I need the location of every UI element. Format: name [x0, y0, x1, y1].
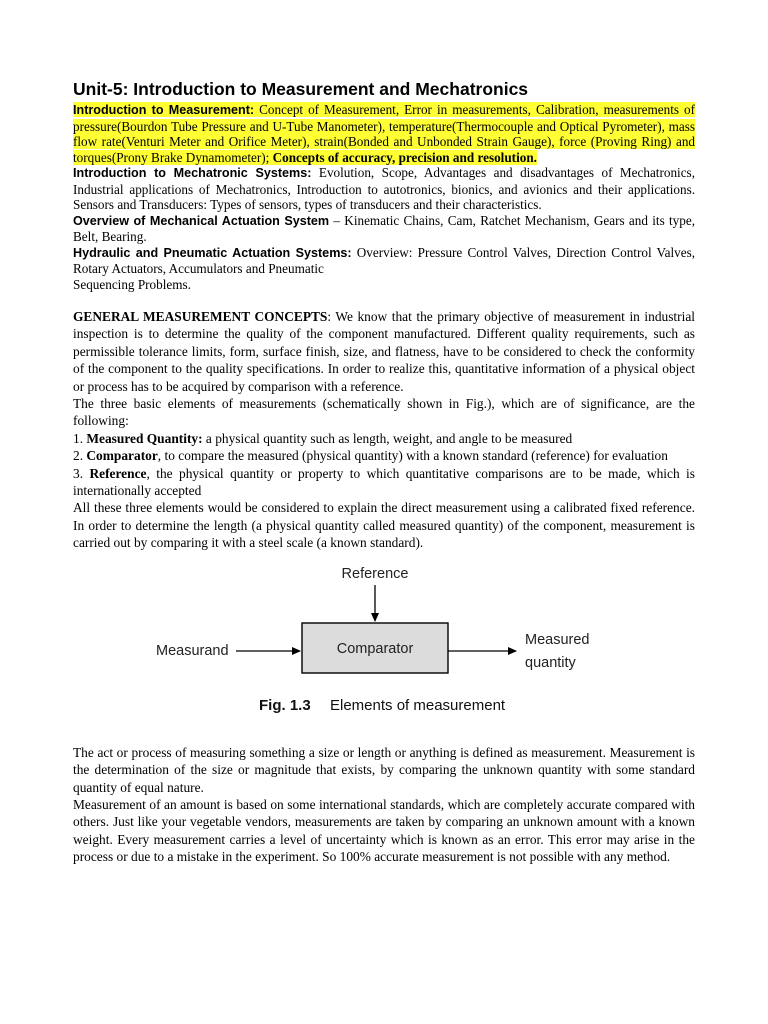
syllabus-hydraulic-heading: Hydraulic and Pneumatic Actuation Systems:: [73, 245, 352, 260]
figure-caption-number: Fig. 1.3: [259, 696, 311, 714]
item-number: 2.: [73, 448, 87, 464]
general-heading: GENERAL MEASUREMENT CONCEPTS: [73, 309, 328, 324]
general-para-3: All these three elements would be considered to explain the direct measurement using a calibrated fixed reference. In order to determine the length (a physical quantity called measured quantity) of the component, measurement is carried out by comparing it with a steel scale (a known standard).: [73, 500, 695, 551]
syllabus-measurement-tail: Concepts of accuracy, precision and resolution.: [272, 149, 537, 165]
item-number: 3.: [73, 465, 90, 481]
syllabus-hydraulic: [73, 245, 695, 277]
syllabus-block: [73, 102, 695, 292]
element-item-2: [73, 447, 695, 464]
comparator-label: Comparator: [336, 640, 414, 657]
syllabus-mechanical: [73, 213, 695, 245]
document-page: [73, 78, 695, 866]
item-term: Comparator: [86, 448, 158, 464]
general-para-1: [73, 308, 695, 395]
measurand-label: Measurand: [156, 642, 229, 659]
syllabus-mechanical-heading: Overview of Mechanical Actuation System: [73, 213, 330, 228]
after-para-1: The act or process of measuring something a size or length or anything is defined as measurement. Measurement is the determination of the size or magnitude that exists, by comparing the unknown quantity with some standard quantity of equal nature.: [73, 744, 695, 795]
syllabus-hydraulic-text: Overview: Pressure Control Valves, Direction Control Valves, Rotary Actuators, Accumulators and Pneumatic: [73, 244, 695, 276]
item-term: Measured Quantity:: [86, 430, 203, 446]
syllabus-mechatronics-heading: Introduction to Mechatronic Systems:: [73, 166, 312, 180]
syllabus-measurement-heading: Introduction to Measurement:: [73, 103, 255, 117]
spacer: [73, 292, 695, 308]
item-term: Reference: [89, 465, 147, 481]
item-text: , the physical quantity or property to which quantitative comparisons are to be made, which is internationally accepted: [73, 465, 695, 499]
measurement-figure: [73, 552, 695, 734]
general-concepts: [73, 308, 695, 552]
item-number: 1.: [73, 430, 87, 446]
elements-of-measurement-diagram: [73, 552, 695, 734]
measured-label-line2: quantity: [525, 654, 576, 671]
item-text: , to compare the measured (physical quantity) with a known standard (reference) for evaluation: [157, 448, 668, 464]
general-para-2: The three basic elements of measurements (schematically shown in Fig.), which are of significance, are the following:: [73, 396, 695, 429]
highlight-measurement: [73, 102, 695, 165]
syllabus-mechatronics-text: Evolution, Scope, Advantages and disadvantages of Mechatronics, Industrial applications of Mechatronics, Introduction to autotronics, bionics, and avionics and their applications. Sensors and Transducers: Types of sensors, types of transducers and their characteristics.: [73, 165, 695, 212]
syllabus-hydraulic-cont: Sequencing Problems.: [73, 276, 191, 292]
figure-caption-text: Elements of measurement: [330, 696, 506, 714]
general-para-1-text: : We know that the primary objective of measurement in industrial inspection is to determine the quality of the component manufactured. Different quality requirements, such as permissible tolerance limits, form, surface finish, size, and flatness, have to be considered to check the conformity of the component to the quality specifications. In order to realize this, quantitative information of a physical object or process has to be acquired by comparison with a reference.: [73, 309, 695, 394]
syllabus-measurement: [73, 102, 695, 165]
syllabus-measurement-text: Concept of Measurement, Error in measurements, Calibration, measurements of pressure(Bourdon Tube Pressure and U-Tube Manometer), temperature(Thermocouple and Optical Pyrometer), mass flow rate(Venturi Meter and Orifice Meter), strain(Bonded and Unbonded Strain Gauge), force (Proving Ring) and torques(Prony Brake Dynamometer);: [73, 102, 695, 165]
reference-label: Reference: [341, 565, 409, 582]
element-item-1: [73, 430, 695, 447]
element-item-3: [73, 465, 695, 500]
syllabus-mechatronics: [73, 165, 695, 213]
syllabus-mechanical-text: – Kinematic Chains, Cam, Ratchet Mechanism, Gears and its type, Belt, Bearing.: [73, 212, 695, 244]
item-text: a physical quantity such as length, weight, and angle to be measured: [202, 430, 573, 446]
unit-title: Unit-5: Introduction to Measurement and Mechatronics: [73, 79, 529, 99]
measurement-definition: [73, 744, 695, 866]
after-para-2: Measurement of an amount is based on some international standards, which are completely accurate compared with others. Just like your vegetable vendors, measurements are taken by comparing an unknown amount with a known weight. Every measurement carries a level of uncertainty which is known as an error. This error may arise in the process or due to a mistake in the experiment. So 100% accurate measurement is not possible with any method.: [73, 796, 695, 865]
measured-label-line1: Measured: [525, 631, 590, 648]
